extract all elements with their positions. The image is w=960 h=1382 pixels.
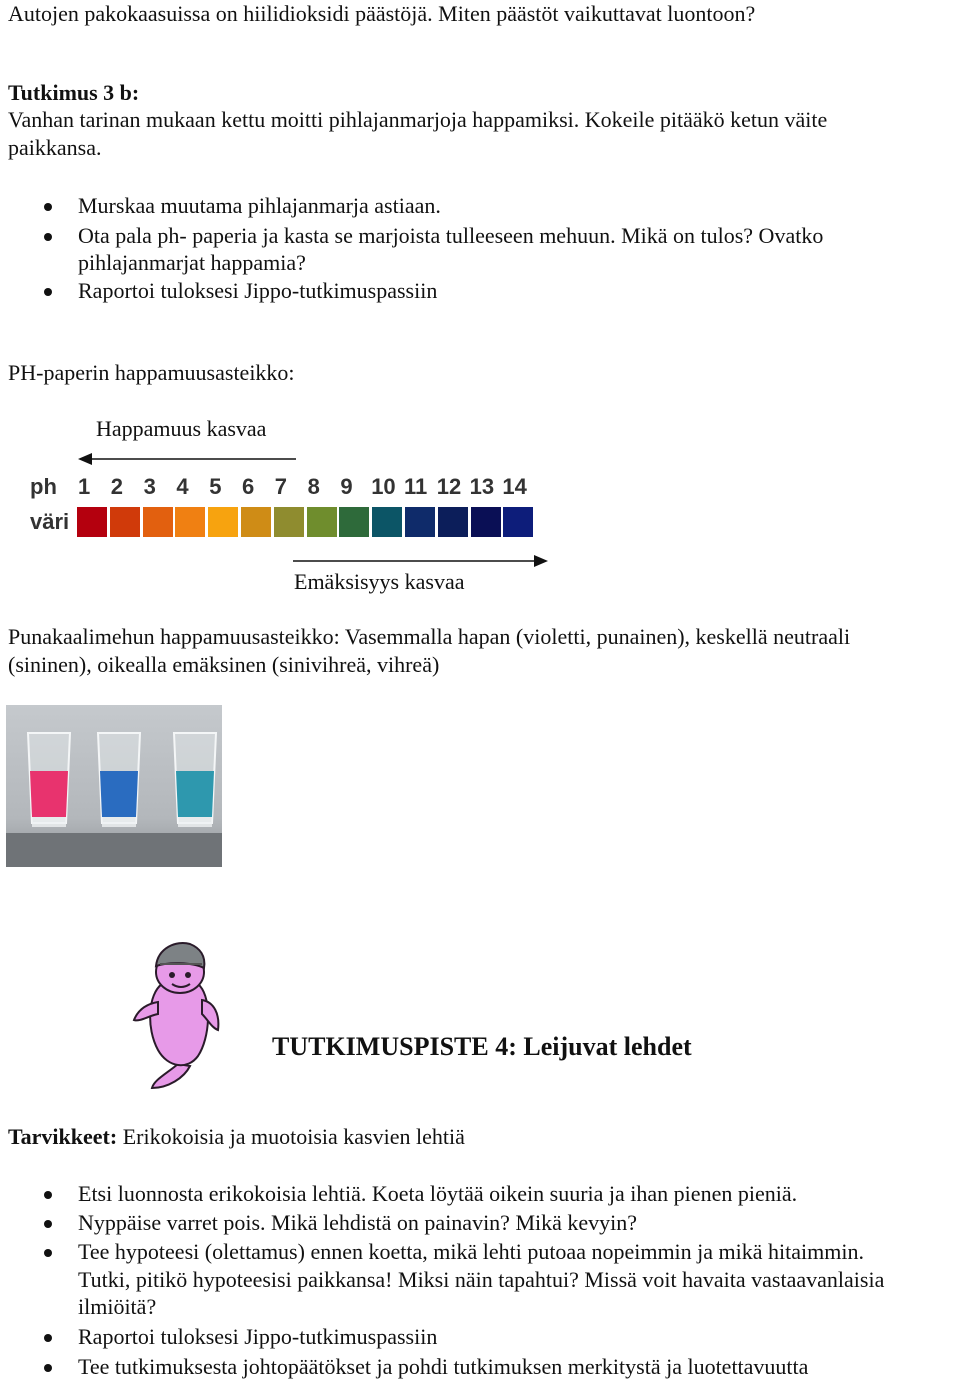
ph-number: 2 [110,474,124,499]
study-bullet: Ota pala ph- paperia ja kasta se marjoista tulleeseen mehuun. Mikä on tulos? Ovatko [78,223,824,248]
ph-number: 6 [242,474,255,499]
ph-number: 5 [209,474,222,499]
glass-liquid [30,771,68,817]
ph-number: 4 [176,474,189,499]
study-heading: Tutkimus 3 b: [8,80,140,105]
station-bullet: Tutki, pitikö hypoteesisi paikkansa! Miksi näin tapahtui? Missä voit havaita vastaavanlaisia [78,1267,885,1292]
ph-color-swatch [471,507,501,537]
ph-row-label: ph [30,474,57,499]
color-row-label: väri [30,509,70,534]
ph-number: 14 [502,474,527,499]
bullet-icon [44,1364,52,1372]
acidity-arrow-icon [78,453,296,465]
bullet-icon [44,1249,52,1257]
ph-color-swatch [307,507,337,537]
station-bullet: ilmiöitä? [78,1294,157,1319]
station-bullet: Raportoi tuloksesi Jippo-tutkimuspassiin [78,1324,438,1349]
station-bullet: Tee tutkimuksesta johtopäätökset ja pohdi tutkimuksen merkitystä ja luotettavuutta [78,1354,809,1379]
ph-color-swatch [77,507,107,537]
bullet-icon [44,1191,52,1199]
ph-number: 10 [371,474,396,499]
ph-color-swatch [339,507,369,537]
station-title: TUTKIMUSPISTE 4: Leijuvat lehdet [272,1032,692,1061]
study-bullet: Murskaa muutama pihlajanmarja astiaan. [78,193,441,218]
glass [28,733,70,827]
glass-liquid [100,771,138,817]
station-bullet: Tee hypoteesi (olettamus) ennen koetta, mikä lehti putoaa nopeimmin ja mikä hitaimmin. [78,1239,864,1264]
ph-color-swatch [241,507,271,537]
ph-color-swatch [175,507,205,537]
glass [174,733,216,827]
ph-number: 1 [78,474,91,499]
ph-color-swatch [110,507,140,537]
ph-color-swatch [503,507,533,537]
basicity-arrow-icon [293,555,548,567]
station-bullet: Etsi luonnosta erikokoisia lehtiä. Koeta löytää oikein suuria ja ihan pienen pieniä. [78,1181,798,1206]
ph-color-swatch [405,507,435,537]
ph-number: 11 [404,474,428,499]
supplies-line [8,1123,465,1151]
bullet-icon [44,1220,52,1228]
study-bullet: pihlajanmarjat happamia? [78,250,306,275]
study-bullet: Raportoi tuloksesi Jippo-tutkimuspassiin [78,278,438,303]
ph-color-swatch [438,507,468,537]
ph-number: 12 [436,474,462,499]
intro-text: Autojen pakokaasuissa on hiilidioksidi päästöjä. Miten päästöt vaikuttavat luontoon? [8,1,756,26]
ph-number: 7 [274,474,288,499]
ph-color-swatch [143,507,173,537]
study-text-line: paikkansa. [8,135,102,160]
glass-liquid [176,771,214,817]
glass [98,733,140,827]
study-text-line: Vanhan tarinan mukaan kettu moitti pihlajanmarjoja happamiksi. Kokeile pitääkö ketun väite [8,107,828,132]
cabbage-scale-line: Punakaalimehun happamuusasteikko: Vasemmalla hapan (violetti, punainen), keskellä neutraali [8,624,851,649]
ph-number: 8 [307,474,320,499]
ph-number: 13 [469,474,495,499]
ph-color-swatch [372,507,402,537]
cabbage-scale-line: (sininen), oikealla emäksinen (sinivihreä, vihreä) [8,652,440,677]
bullet-icon [44,1334,52,1342]
ph-number: 9 [340,474,353,499]
supplies-text: Erikokoisia ja muotoisia kasvien lehtiä [117,1124,465,1149]
glasses-photo [6,705,222,867]
ghost-mascot-icon [128,938,232,1090]
ph-scale-heading: PH-paperin happamuusasteikko: [8,360,295,385]
ph-color-swatch [274,507,304,537]
station-bullet: Nyppäise varret pois. Mikä lehdistä on painavin? Mikä kevyin? [78,1210,638,1235]
supplies-label: Tarvikkeet: [8,1124,118,1149]
basicity-label: Emäksisyys kasvaa [294,569,465,594]
acidity-label: Happamuus kasvaa [96,416,267,441]
ph-color-swatch [208,507,238,537]
ph-number: 3 [143,474,156,499]
